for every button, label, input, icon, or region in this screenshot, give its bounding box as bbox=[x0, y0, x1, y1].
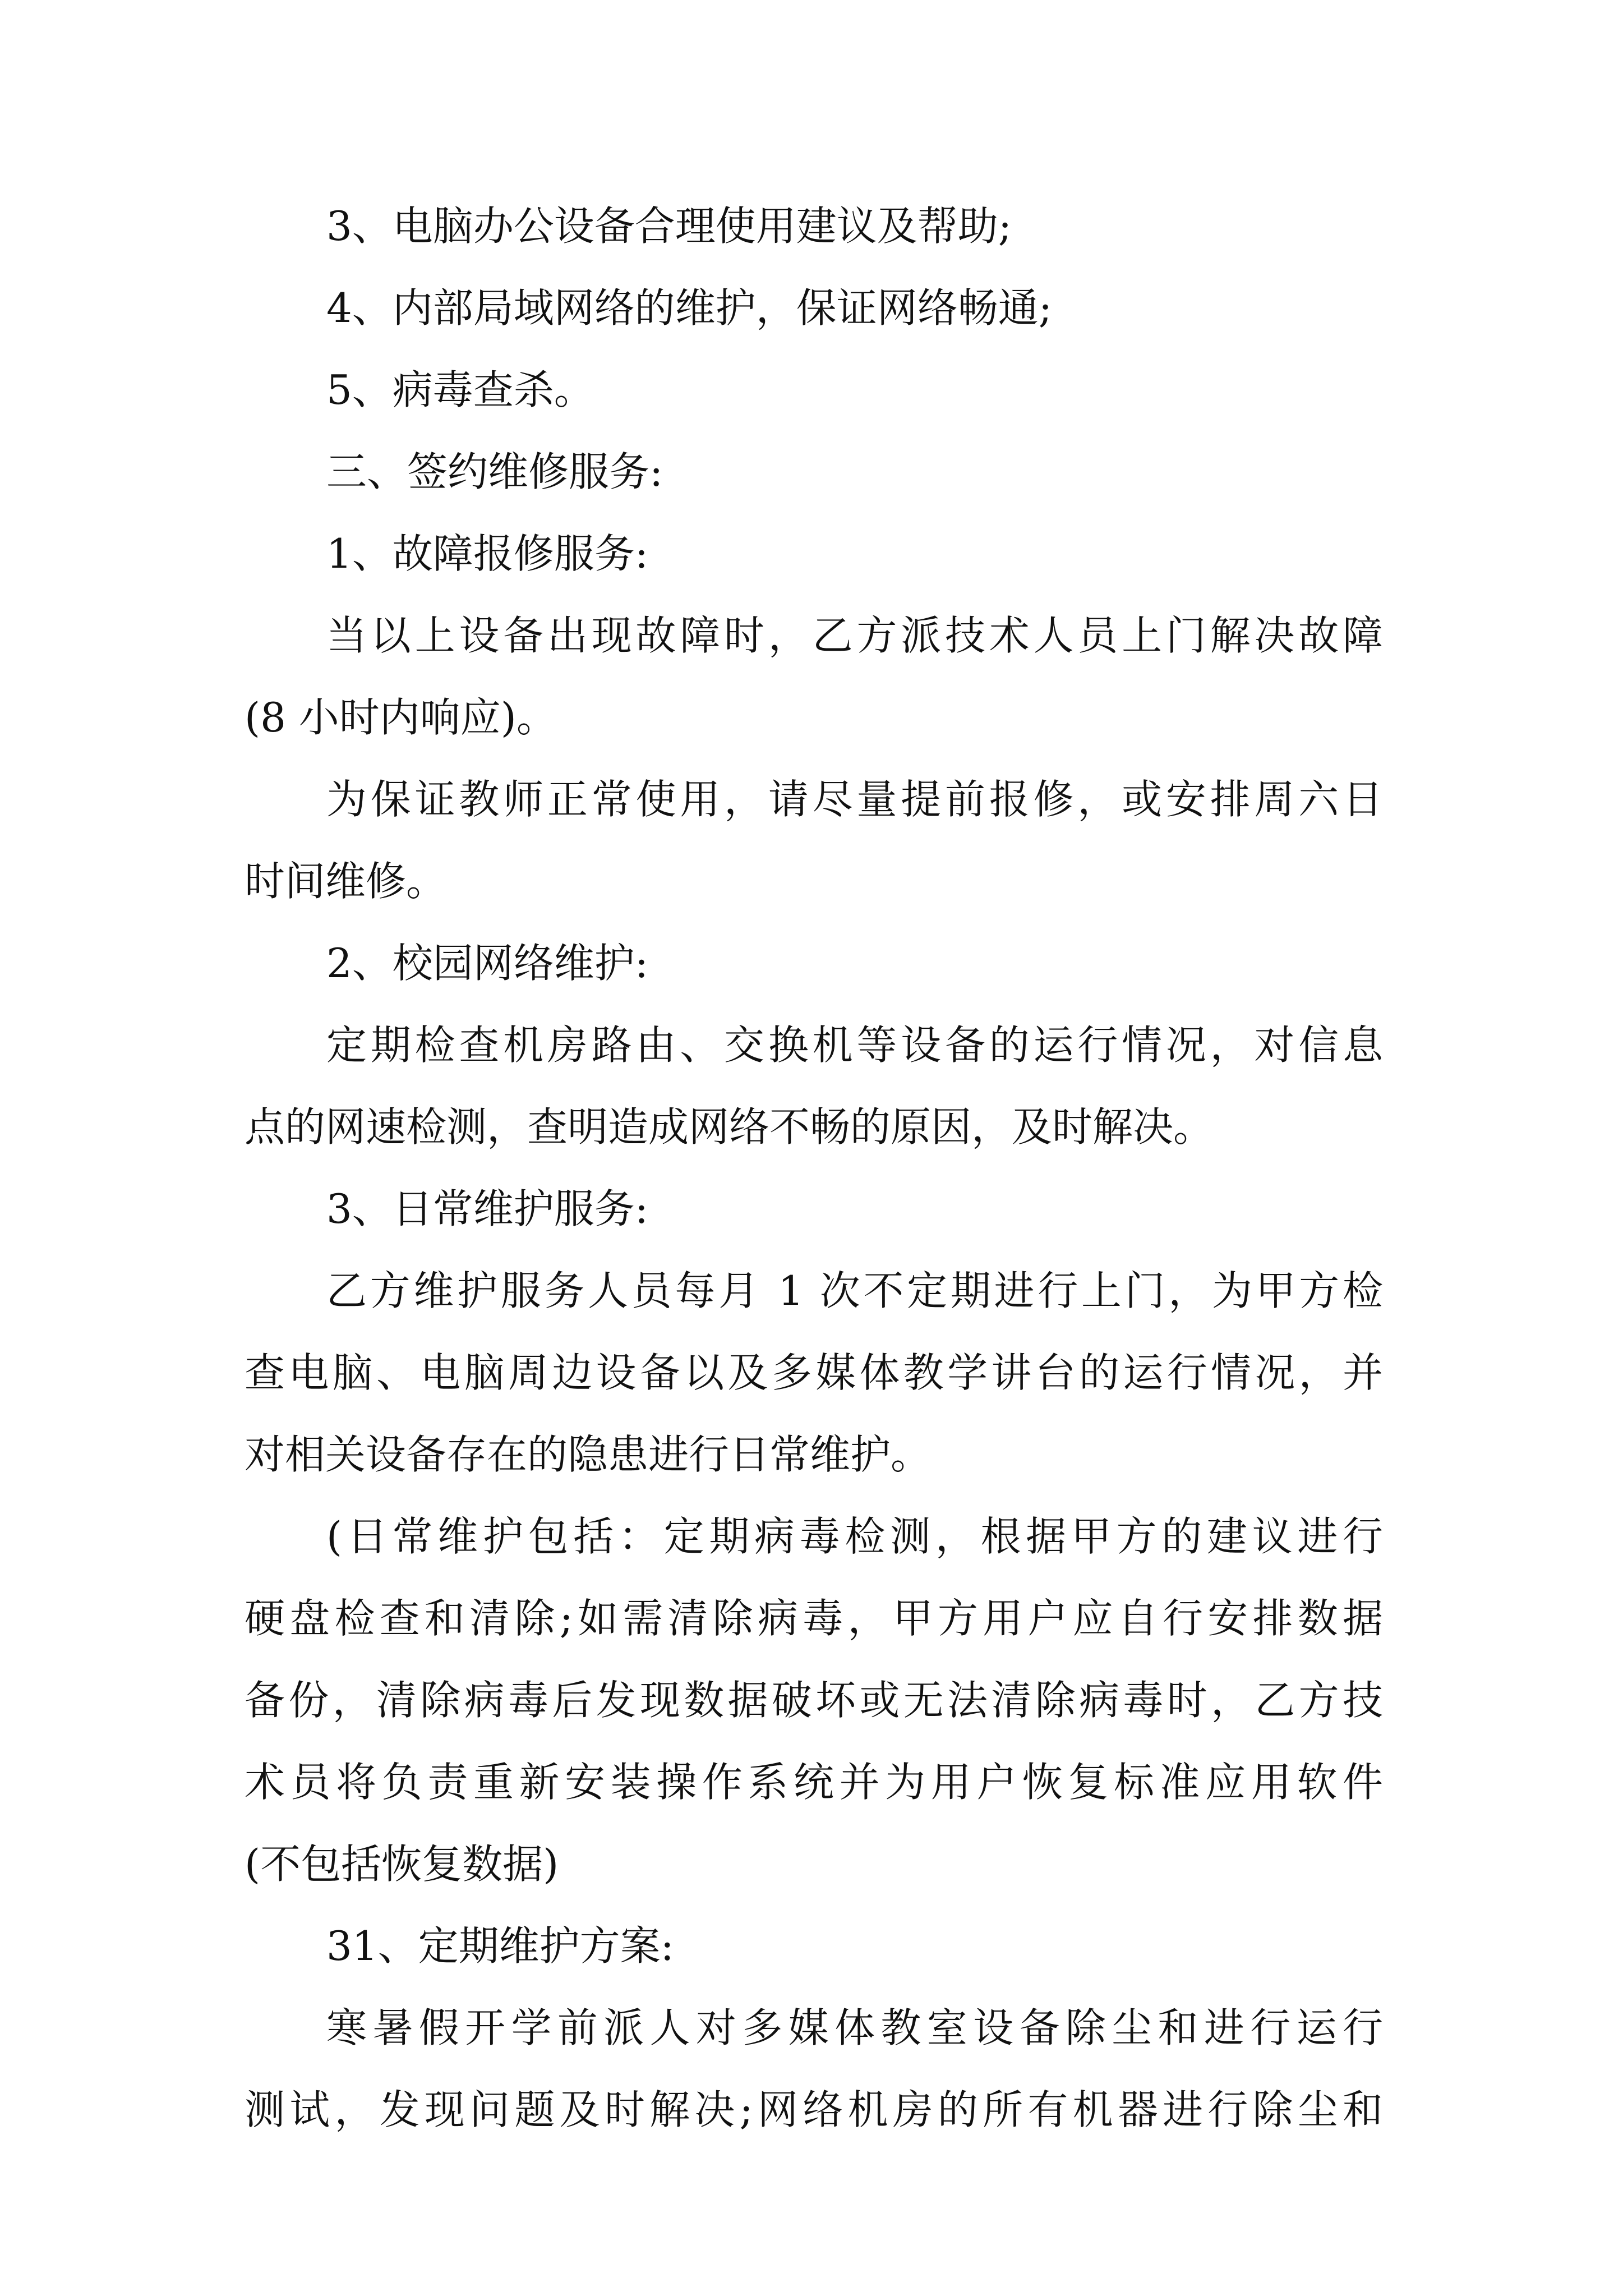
text-line: 31、定期维护方案: bbox=[326, 1922, 674, 1970]
text-line: 寒暑假开学前派人对多媒体教室设备除尘和进行运行 bbox=[326, 2004, 1383, 2051]
document-body bbox=[245, 185, 1383, 2151]
text-line: (8 小时内响应)。 bbox=[245, 694, 557, 741]
text-line: 5、病毒查杀。 bbox=[326, 366, 594, 413]
text-line: 当以上设备出现故障时，乙方派技术人员上门解决故障 bbox=[326, 612, 1383, 659]
text-line: 3、电脑办公设备合理使用建议及帮助; bbox=[326, 203, 1012, 250]
text-line: 乙方维护服务人员每月 1 次不定期进行上门，为甲方检 bbox=[326, 1267, 1383, 1314]
text-line: (日常维护包括：定期病毒检测，根据甲方的建议进行 bbox=[326, 1513, 1383, 1560]
text-line: 2、校园网络维护: bbox=[326, 940, 649, 987]
text-line: 定期检查机房路由、交换机等设备的运行情况，对信息 bbox=[326, 1022, 1383, 1069]
text-line: 术员将负责重新安装操作系统并为用户恢复标准应用软件 bbox=[245, 1759, 1383, 1806]
text-line: 为保证教师正常使用，请尽量提前报修，或安排周六日 bbox=[326, 776, 1383, 823]
text-line: (不包括恢复数据) bbox=[245, 1841, 559, 1888]
text-line: 测试，发现问题及时解决;网络机房的所有机器进行除尘和 bbox=[245, 2086, 1383, 2133]
text-line: 点的网速检测，查明造成网络不畅的原因，及时解决。 bbox=[245, 1103, 1214, 1151]
text-line: 三、签约维修服务: bbox=[326, 448, 663, 495]
text-line: 1、故障报修服务: bbox=[326, 530, 649, 577]
text-line: 对相关设备存在的隐患进行日常维护。 bbox=[245, 1431, 932, 1478]
text-line: 查电脑、电脑周边设备以及多媒体教学讲台的运行情况，并 bbox=[245, 1349, 1383, 1396]
text-line: 硬盘检查和清除;如需清除病毒，甲方用户应自行安排数据 bbox=[245, 1595, 1383, 1642]
text-line: 备份，清除病毒后发现数据破坏或无法清除病毒时，乙方技 bbox=[245, 1677, 1383, 1724]
text-line: 3、日常维护服务: bbox=[326, 1185, 649, 1232]
text-line: 时间维修。 bbox=[245, 858, 447, 905]
text-line: 4、内部局域网络的维护，保证网络畅通; bbox=[326, 284, 1053, 332]
